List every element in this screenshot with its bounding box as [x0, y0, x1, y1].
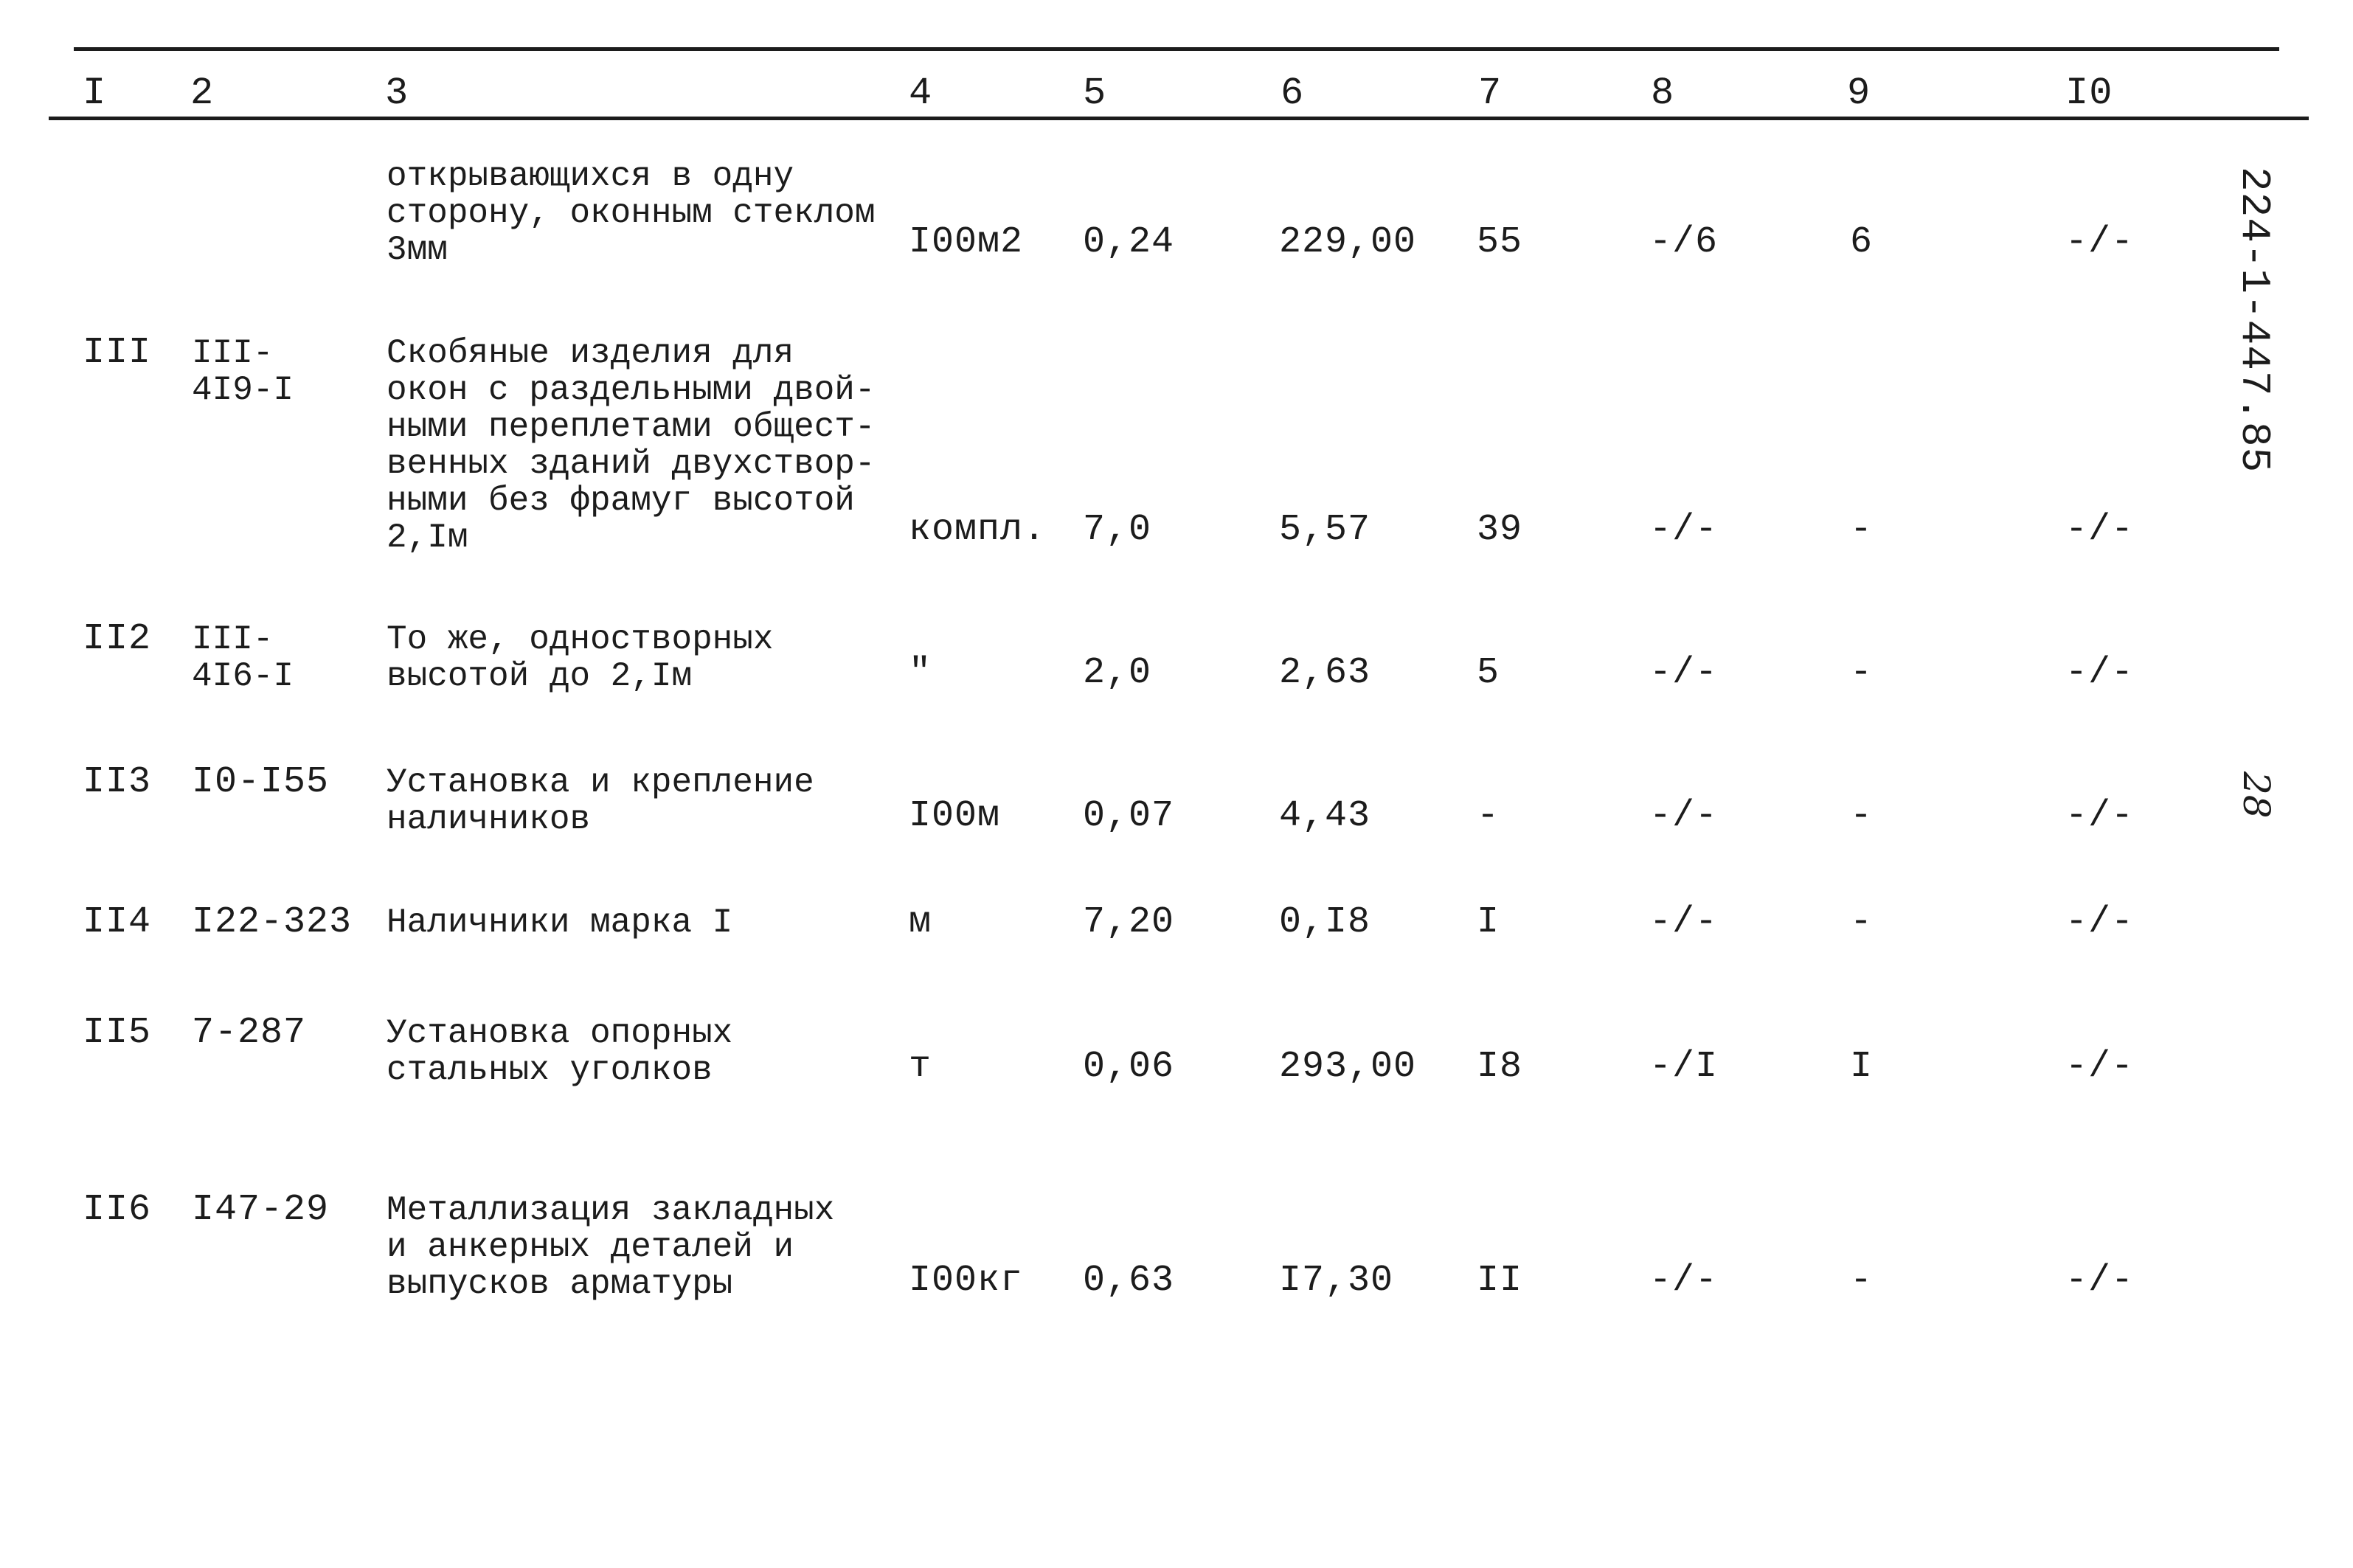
- table-row-5-price: 293,00: [1279, 1046, 1417, 1088]
- table-row-6-price: I7,30: [1279, 1260, 1394, 1302]
- table-row-5-col10: -/-: [2065, 1046, 2135, 1088]
- document-code: 224-1-447.85: [2231, 167, 2278, 473]
- table-row-0-col7: 55: [1477, 221, 1523, 263]
- table-row-3-no: II3: [83, 761, 152, 803]
- table-row-6-col10: -/-: [2065, 1260, 2135, 1302]
- table-row-0-price: 229,00: [1279, 221, 1417, 263]
- table-row-4-qty: 7,20: [1083, 901, 1175, 943]
- table-row-3-col9: -: [1850, 795, 1874, 837]
- header-col-6: 6: [1281, 72, 1305, 115]
- top-rule: [74, 47, 2279, 51]
- header-col-4: 4: [909, 72, 933, 115]
- table-row-1-qty: 7,0: [1083, 509, 1152, 551]
- table-row-3-unit: I00м: [909, 795, 1001, 837]
- table-row-4-unit: м: [909, 901, 932, 943]
- table-row-4-desc: Наличники марка I: [387, 903, 733, 942]
- table-row-1-desc: Скобяные изделия для окон с раздельными двой- ными переплетами общест- венных зданий двухствор- ными без фрамуг высотой 2,Iм: [387, 334, 876, 557]
- header-col-3: 3: [385, 72, 409, 115]
- table-row-3-col10: -/-: [2065, 795, 2135, 837]
- table-row-1-col10: -/-: [2065, 509, 2135, 551]
- table-row-5-desc: Установка опорных стальных уголков: [387, 1014, 733, 1089]
- table-row-6-col7: II: [1477, 1260, 1523, 1302]
- table-row-2-price: 2,63: [1279, 652, 1371, 694]
- header-col-1: I: [83, 72, 107, 115]
- table-row-0-unit: I00м2: [909, 221, 1024, 263]
- table-row-5-col7: I8: [1477, 1046, 1523, 1088]
- table-row-0-desc: открывающихся в одну сторону, оконным стеклом 3мм: [387, 157, 876, 269]
- table-row-2-desc: То же, одностворных высотой до 2,Iм: [387, 620, 774, 695]
- table-row-5-col9: I: [1850, 1046, 1874, 1088]
- table-row-2-qty: 2,0: [1083, 652, 1152, 694]
- table-row-0-col8: -/6: [1649, 221, 1719, 263]
- table-row-5-qty: 0,06: [1083, 1046, 1175, 1088]
- table-row-3-col8: -/-: [1649, 795, 1719, 837]
- header-col-7: 7: [1478, 72, 1503, 115]
- table-row-3-price: 4,43: [1279, 795, 1371, 837]
- table-row-4-col8: -/-: [1649, 901, 1719, 943]
- page-number: 28: [2235, 771, 2278, 819]
- table-row-1-col9: -: [1850, 509, 1874, 551]
- table-row-2-col10: -/-: [2065, 652, 2135, 694]
- header-col-10: I0: [2065, 72, 2113, 115]
- table-row-3-desc: Установка и крепление наличников: [387, 763, 814, 839]
- table-row-0-col10: -/-: [2065, 221, 2135, 263]
- table-row-3-col7: -: [1477, 795, 1500, 837]
- table-row-6-no: II6: [83, 1189, 152, 1231]
- table-row-6-unit: I00кг: [909, 1260, 1024, 1302]
- table-row-2-code: III- 4I6-I: [192, 620, 294, 695]
- table-row-3-code: I0-I55: [192, 761, 330, 803]
- table-row-4-col10: -/-: [2065, 901, 2135, 943]
- table-row-4-no: II4: [83, 901, 152, 943]
- table-row-1-code: III- 4I9-I: [192, 334, 294, 409]
- table-row-6-col8: -/-: [1649, 1260, 1719, 1302]
- table-row-5-code: 7-287: [192, 1012, 307, 1054]
- table-row-5-col8: -/I: [1649, 1046, 1719, 1088]
- header-rule: [49, 117, 2309, 120]
- table-row-5-no: II5: [83, 1012, 152, 1054]
- table-row-2-unit: ": [909, 652, 932, 694]
- header-col-9: 9: [1847, 72, 1871, 115]
- table-row-0-col9: 6: [1850, 221, 1874, 263]
- table-row-0-qty: 0,24: [1083, 221, 1175, 263]
- table-row-4-price: 0,I8: [1279, 901, 1371, 943]
- table-row-2-no: II2: [83, 618, 152, 660]
- table-row-6-col9: -: [1850, 1260, 1874, 1302]
- header-col-8: 8: [1651, 72, 1675, 115]
- table-row-1-col7: 39: [1477, 509, 1523, 551]
- table-row-6-code: I47-29: [192, 1189, 330, 1231]
- table-row-4-col7: I: [1477, 901, 1500, 943]
- table-row-1-price: 5,57: [1279, 509, 1371, 551]
- table-row-1-unit: компл.: [909, 509, 1047, 551]
- table-row-4-code: I22-323: [192, 901, 353, 943]
- table-row-6-qty: 0,63: [1083, 1260, 1175, 1302]
- table-row-3-qty: 0,07: [1083, 795, 1175, 837]
- table-row-2-col8: -/-: [1649, 652, 1719, 694]
- header-col-5: 5: [1083, 72, 1107, 115]
- table-row-2-col7: 5: [1477, 652, 1500, 694]
- table-row-4-col9: -: [1850, 901, 1874, 943]
- table-row-5-unit: т: [909, 1046, 932, 1088]
- table-row-2-col9: -: [1850, 652, 1874, 694]
- table-row-1-no: III: [83, 332, 152, 374]
- table-row-6-desc: Металлизация закладных и анкерных деталей и выпусков арматуры: [387, 1191, 835, 1303]
- table-row-1-col8: -/-: [1649, 509, 1719, 551]
- header-col-2: 2: [190, 72, 215, 115]
